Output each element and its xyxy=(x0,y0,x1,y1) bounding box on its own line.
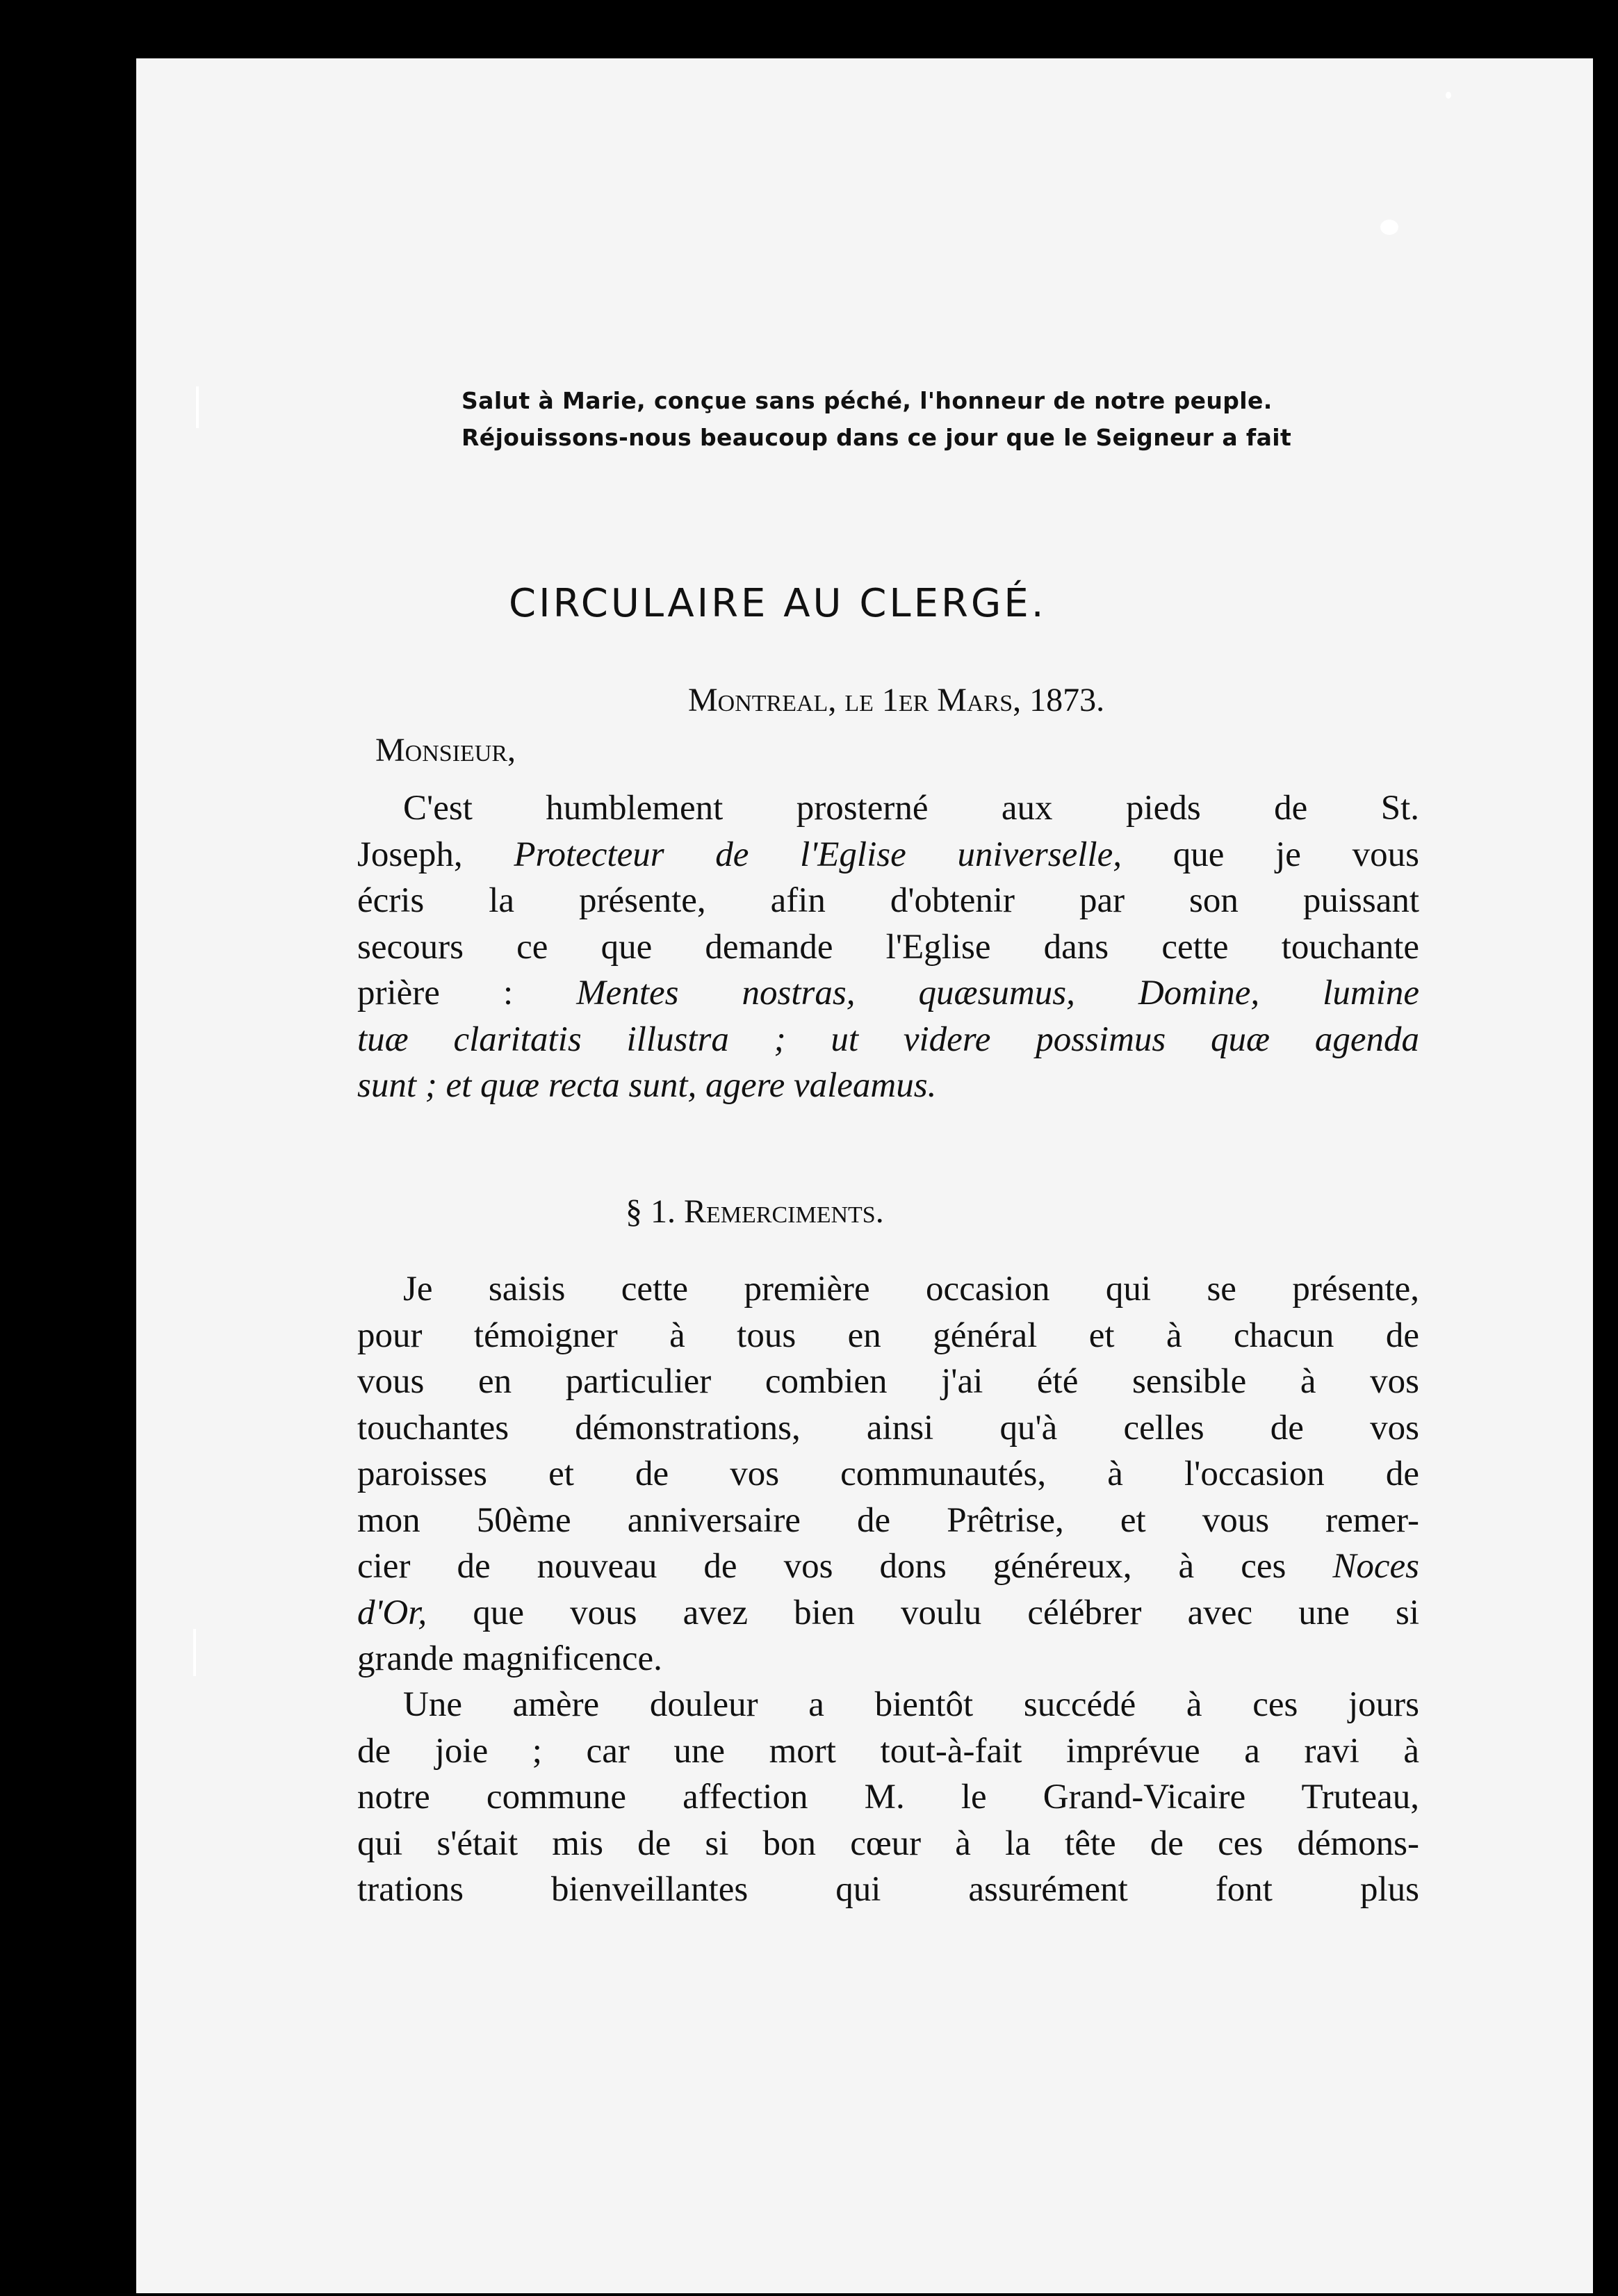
text-line xyxy=(357,1590,1419,1637)
text-line: Une amère douleur a bientôt succédé à ces jours xyxy=(403,1685,1419,1724)
text-run: que je vous xyxy=(1172,835,1419,874)
text-run: prière : xyxy=(357,974,514,1012)
section-heading: § 1. Remerciments. xyxy=(626,1193,884,1230)
italic-run: tuæ claritatis illustra ; ut videre possimus quæ agenda xyxy=(357,1019,1419,1059)
section-paragraph-2 xyxy=(357,1682,1419,1913)
text-line: notre commune affection M. le Grand-Vicaire Truteau, xyxy=(357,1778,1419,1817)
section-paragraph-1 xyxy=(357,1266,1419,1682)
italic-run: sunt ; et quæ recta sunt, agere valeamus. xyxy=(357,1066,937,1105)
scan-speck xyxy=(1380,220,1398,235)
intro-paragraph xyxy=(357,785,1419,1109)
text-line xyxy=(357,1063,1419,1109)
scan-speck xyxy=(1446,92,1451,99)
text-line: secours ce que demande l'Eglise dans cette touchante xyxy=(357,927,1419,967)
text-line xyxy=(357,970,1419,1017)
italic-run: d'Or, xyxy=(357,1593,427,1632)
text-line: mon 50ème anniversaire de Prêtrise, et vous remer- xyxy=(357,1500,1419,1540)
text-line: grande magnificence. xyxy=(357,1639,662,1678)
dateline: Montreal, le 1er Mars, 1873. xyxy=(688,682,1105,719)
text-line xyxy=(357,832,1419,878)
text-line: de joie ; car une mort tout-à-fait imprévue a ravi à xyxy=(357,1731,1419,1771)
epigraph xyxy=(461,382,1291,456)
text-line: touchantes démonstrations, ainsi qu'à celles de vos xyxy=(357,1408,1419,1448)
text-line xyxy=(357,1543,1419,1590)
text-line xyxy=(357,1017,1419,1063)
text-line: trations bienveillantes qui assurément font plus xyxy=(357,1870,1419,1909)
text-line: écris la présente, afin d'obtenir par son puissant xyxy=(357,881,1419,920)
text-line: qui s'était mis de si bon cœur à la tête de ces démons- xyxy=(357,1823,1419,1863)
italic-run: Protecteur de l'Eglise universelle, xyxy=(514,835,1122,874)
text-line: paroisses et de vos communautés, à l'occasion de xyxy=(357,1454,1419,1493)
text-line: C'est humblement prosterné aux pieds de St. xyxy=(403,789,1419,828)
text-line: Je saisis cette première occasion qui se présente, xyxy=(403,1270,1419,1309)
document-page xyxy=(136,58,1593,2293)
italic-run: Mentes nostras, quæsumus, Domine, lumine xyxy=(576,974,1419,1012)
text-line: vous en particulier combien j'ai été sensible à vos xyxy=(357,1362,1419,1401)
scan-mark xyxy=(193,1629,196,1676)
text-run: que vous avez bien voulu célébrer avec une si xyxy=(473,1593,1419,1632)
epigraph-line-1: Salut à Marie, conçue sans péché, l'honneur de notre peuple. xyxy=(461,387,1273,414)
scan-mark xyxy=(196,386,199,428)
epigraph-line-2: Réjouissons-nous beaucoup dans ce jour que le Seigneur a fait xyxy=(461,424,1292,451)
salutation: Monsieur, xyxy=(375,732,516,769)
text-run: cier de nouveau de vos dons généreux, à ces xyxy=(357,1547,1286,1586)
italic-run: Noces xyxy=(1332,1547,1420,1586)
text-line: pour témoigner à tous en général et à chacun de xyxy=(357,1315,1419,1355)
document-title: CIRCULAIRE AU CLERGÉ. xyxy=(509,581,1047,626)
text-run: Joseph, xyxy=(357,835,463,874)
